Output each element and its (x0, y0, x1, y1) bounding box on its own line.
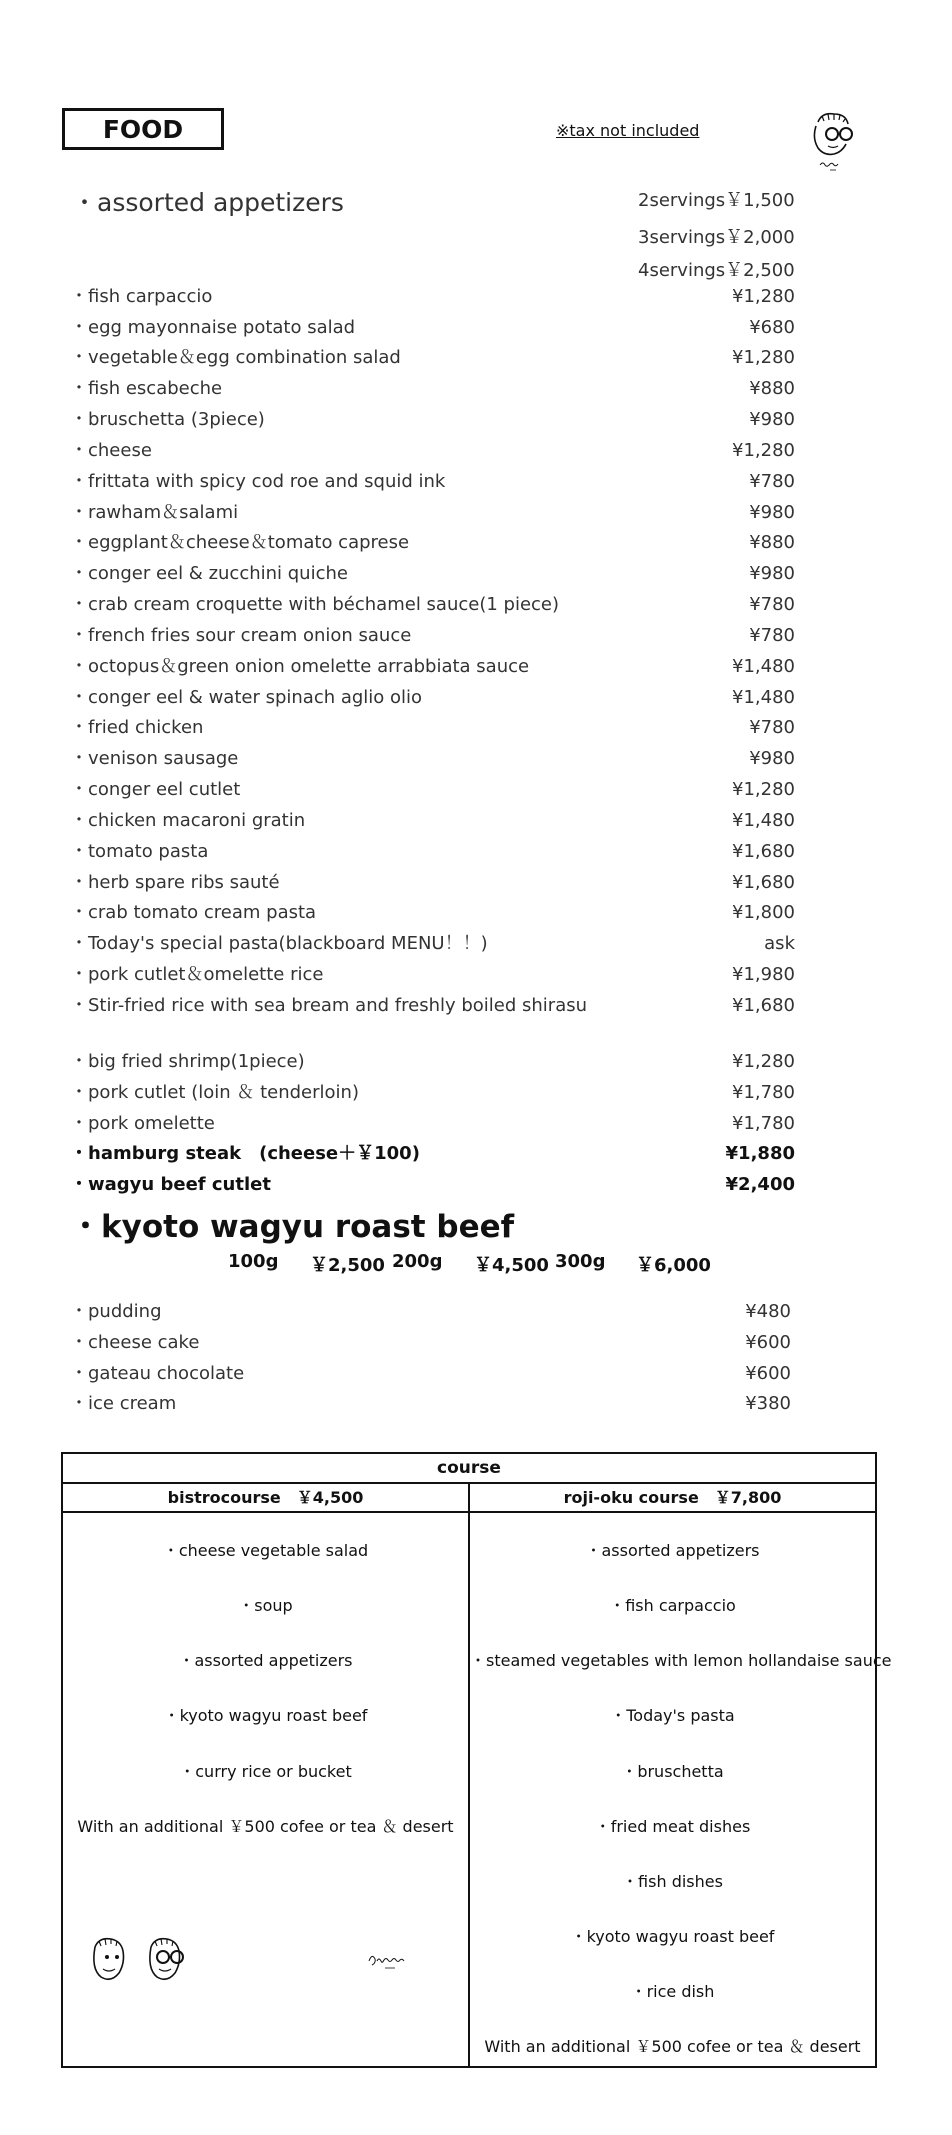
menu-item (70, 713, 795, 743)
menu-item-name: ・bruschetta (3piece) (70, 409, 265, 430)
dessert-item-price: ¥380 (745, 1393, 791, 1414)
menu-item (70, 467, 795, 497)
menu-item-price: ¥1,680 (732, 995, 795, 1016)
menu-item (70, 528, 795, 558)
menu-item (70, 590, 795, 620)
menu-item-name: ・hamburg steak (cheese＋￥100) (70, 1143, 420, 1164)
menu-item-name: ・Stir-fried rice with sea bream and freshly boiled shirasu (70, 995, 588, 1016)
menu-item (70, 1047, 795, 1077)
course-item: ・assorted appetizers (178, 1651, 353, 1670)
menu-item-name: ・conger eel & water spinach aglio olio (70, 687, 423, 708)
menu-item-name: ・pork cutlet (loin ＆ tenderloin) (70, 1082, 359, 1103)
menu-item-name: ・cheese (70, 440, 152, 461)
course-table (61, 1452, 892, 2068)
menu-item (70, 991, 795, 1021)
menu-item-price: ¥1,880 (725, 1143, 795, 1164)
course-item: ・Today's pasta (610, 1706, 735, 1725)
menu-item-name: ・chicken macaroni gratin (70, 810, 306, 831)
menu-item-name: ・vegetable＆egg combination salad (70, 347, 401, 368)
menu-item-name: ・conger eel cutlet (70, 779, 241, 800)
menu-item (70, 282, 795, 312)
menu-item (70, 775, 795, 805)
roast-beef-weight: 300g (555, 1251, 606, 1272)
page-title: FOOD (102, 114, 184, 144)
roast-beef-price: ￥6,000 (636, 1255, 711, 1276)
menu-item-price: ¥1,800 (732, 902, 795, 923)
menu-item-name: ・big fried shrimp(1piece) (70, 1051, 305, 1072)
menu-item-name: ・wagyu beef cutlet (70, 1174, 271, 1195)
course-item-note: With an additional ￥500 cofee or tea ＆ desert (484, 2037, 861, 2056)
course-item: ・assorted appetizers (585, 1541, 760, 1560)
menu-item (70, 1109, 795, 1139)
course-item: ・soup (238, 1596, 293, 1615)
assorted-servings-2: 2servings￥1,500 (638, 190, 795, 211)
menu-item (70, 374, 795, 404)
menu-item-price: ¥780 (749, 471, 795, 492)
menu-item-price: ¥1,480 (732, 687, 795, 708)
menu-item-price: ¥1,680 (732, 841, 795, 862)
roast-beef-weight: 200g (392, 1251, 443, 1272)
menu-item (70, 621, 795, 651)
course-item: ・bruschetta (621, 1762, 724, 1781)
face-logo-icon (808, 108, 856, 178)
menu-item-price: ¥1,280 (732, 286, 795, 307)
menu-item (70, 436, 795, 466)
dessert-item (70, 1328, 795, 1358)
menu-item-price: ¥1,780 (732, 1113, 795, 1134)
menu-item-name: ・crab cream croquette with béchamel sauce(1 piece) (70, 594, 560, 615)
dessert-item-name: ・ice cream (70, 1393, 177, 1414)
menu-item-name: ・egg mayonnaise potato salad (70, 317, 356, 338)
dessert-item-name: ・gateau chocolate (70, 1363, 245, 1384)
menu-item (70, 343, 795, 373)
course-item: ・rice dish (630, 1982, 715, 2001)
menu-item-name: ・tomato pasta (70, 841, 209, 862)
kyoto-roast-beef-title: ・kyoto wagyu roast beef (70, 1209, 515, 1245)
menu-item (70, 683, 795, 713)
roast-beef-price: ￥4,500 (474, 1255, 549, 1276)
menu-item-price: ¥980 (749, 748, 795, 769)
menu-item-name: ・french fries sour cream onion sauce (70, 625, 412, 646)
menu-item-name: ・Today's special pasta(blackboard MENU！！) (70, 933, 488, 954)
menu-item-name: ・herb spare ribs sauté (70, 872, 280, 893)
menu-item-price: ¥1,280 (732, 347, 795, 368)
menu-item-price: ¥1,980 (732, 964, 795, 985)
script-logo-icon (365, 1945, 413, 1973)
menu-item-price: ¥880 (749, 532, 795, 553)
dessert-item-price: ¥600 (745, 1363, 791, 1384)
menu-item (70, 898, 795, 928)
course-item: ・fish dishes (622, 1872, 723, 1891)
roast-beef-price: ￥2,500 (310, 1255, 385, 1276)
rojioku-course-header: roji-oku course ￥7,800 (469, 1483, 876, 1512)
menu-item (70, 652, 795, 682)
course-item-note: With an additional ￥500 cofee or tea ＆ desert (77, 1817, 454, 1836)
assorted-servings-3: 3servings￥2,000 (638, 227, 795, 248)
menu-item-price: ¥980 (749, 563, 795, 584)
course-item: ・fish carpaccio (609, 1596, 736, 1615)
menu-item-featured (70, 1170, 795, 1200)
menu-item-price: ¥1,780 (732, 1082, 795, 1103)
menu-item-price: ¥1,280 (732, 1051, 795, 1072)
menu-item-price: ¥1,280 (732, 440, 795, 461)
dessert-item-price: ¥480 (745, 1301, 791, 1322)
menu-item-name: ・crab tomato cream pasta (70, 902, 317, 923)
dessert-item (70, 1297, 795, 1327)
bistro-course-items (62, 1512, 469, 2067)
menu-item (70, 405, 795, 435)
menu-item (70, 559, 795, 589)
menu-item-name: ・fish carpaccio (70, 286, 213, 307)
tax-note: ※tax not included (556, 121, 700, 140)
course-item: ・cheese vegetable salad (162, 1541, 369, 1560)
menu-item-featured (70, 1139, 795, 1169)
two-faces-logo-icon (87, 1933, 197, 1989)
menu-item (70, 868, 795, 898)
course-item: ・curry rice or bucket (179, 1762, 352, 1781)
menu-item-price: ¥980 (749, 409, 795, 430)
menu-item-price: ¥980 (749, 502, 795, 523)
menu-item-name: ・fried chicken (70, 717, 204, 738)
menu-item-name: ・eggplant＆cheese＆tomato caprese (70, 532, 410, 553)
menu-item-name: ・frittata with spicy cod roe and squid ink (70, 471, 446, 492)
menu-item-price: ¥780 (749, 625, 795, 646)
menu-item (70, 929, 795, 959)
menu-item-price: ¥1,480 (732, 656, 795, 677)
menu-item-price: ¥880 (749, 378, 795, 399)
menu-item (70, 744, 795, 774)
menu-item-price: ¥1,680 (732, 872, 795, 893)
menu-item-name: ・conger eel & zucchini quiche (70, 563, 348, 584)
menu-item-name: ・pork omelette (70, 1113, 215, 1134)
menu-item-name: ・rawham＆salami (70, 502, 239, 523)
course-item: ・kyoto wagyu roast beef (163, 1706, 368, 1725)
assorted-appetizers-name: ・assorted appetizers (72, 188, 344, 217)
course-item: ・steamed vegetables with lemon hollandaise sauce (470, 1651, 892, 1670)
menu-item (70, 837, 795, 867)
menu-item-price: ¥780 (749, 594, 795, 615)
rojioku-course-items (469, 1512, 892, 2067)
menu-item (70, 806, 795, 836)
menu-item (70, 960, 795, 990)
course-item: ・fried meat dishes (594, 1817, 751, 1836)
course-table-title: course (62, 1453, 876, 1483)
dessert-item-name: ・cheese cake (70, 1332, 200, 1353)
menu-item (70, 1078, 795, 1108)
dessert-item (70, 1389, 795, 1419)
bistro-course-header: bistrocourse ￥4,500 (62, 1483, 469, 1512)
menu-item-price: ¥680 (749, 317, 795, 338)
dessert-item-price: ¥600 (745, 1332, 791, 1353)
menu-item-price: ¥780 (749, 717, 795, 738)
menu-item-name: ・pork cutlet＆omelette rice (70, 964, 324, 985)
assorted-servings-4: 4servings￥2,500 (638, 260, 795, 281)
menu-item-price: ¥2,400 (725, 1174, 795, 1195)
menu-item (70, 498, 795, 528)
menu-item-price: ¥1,280 (732, 779, 795, 800)
menu-item-price: ask (764, 933, 795, 954)
menu-item-price: ¥1,480 (732, 810, 795, 831)
menu-item (70, 313, 795, 343)
course-item: ・kyoto wagyu roast beef (570, 1927, 775, 1946)
menu-item-name: ・octopus＆green onion omelette arrabbiata sauce (70, 656, 530, 677)
roast-beef-weight: 100g (228, 1251, 279, 1272)
food-title-box (62, 108, 224, 150)
menu-item-name: ・venison sausage (70, 748, 239, 769)
dessert-item (70, 1359, 795, 1389)
dessert-item-name: ・pudding (70, 1301, 162, 1322)
menu-item-name: ・fish escabeche (70, 378, 223, 399)
